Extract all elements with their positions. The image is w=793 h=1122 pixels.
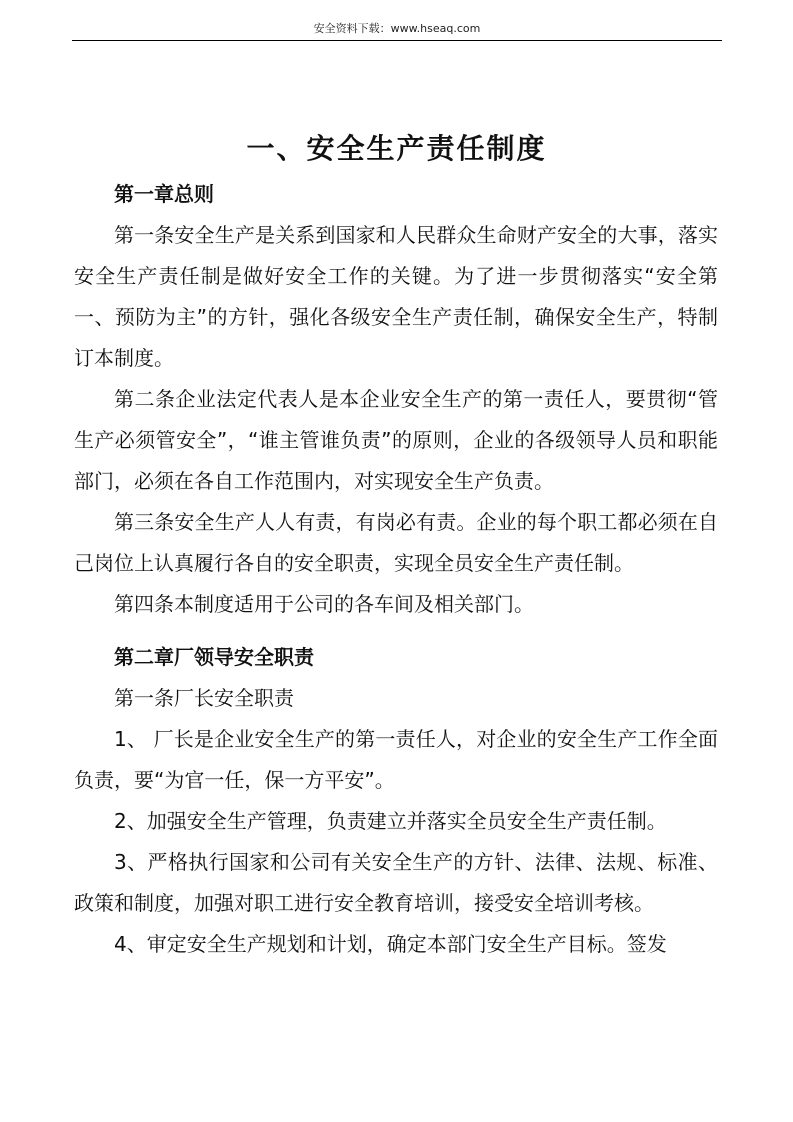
- chapter-2-heading: 第二章厂领导安全职责: [114, 645, 314, 669]
- chapter-2-section-title: 第一条厂长安全职责: [114, 686, 294, 710]
- document-title: 一、安全生产责任制度: [246, 131, 547, 165]
- chapter-1-article-3: 第三条安全生产人人有责，有岗必有责。企业的每个职工都必须在自己岗位上认真履行各自的安全职责，实现全员安全生产责任制。: [74, 510, 718, 575]
- chapter-1-article-4: 第四条本制度适用于公司的各车间及相关部门。: [114, 592, 534, 616]
- page-header: [72, 20, 722, 41]
- chapter-2-item-3: 3、严格执行国家和公司有关安全生产的方针、法律、法规、标准、政策和制度，加强对职工进行安全教育培训，接受安全培训考核。: [74, 850, 718, 915]
- header-text: 安全资料下载：www.hseaq.com: [313, 22, 481, 35]
- chapter-2-item-4: 4、审定安全生产规划和计划，确定本部门安全生产目标。签发: [114, 932, 667, 956]
- chapter-1-article-1: 第一条安全生产是关系到国家和人民群众生命财产安全的大事，落实安全生产责任制是做好安全工作的关键。为了进一步贯彻落实“安全第一、预防为主”的方针，强化各级安全生产责任制，确保安全生产，特制订本制度。: [74, 223, 718, 370]
- document-body: [74, 174, 718, 965]
- chapter-1-article-2: 第二条企业法定代表人是本企业安全生产的第一责任人，要贯彻“管生产必须管安全”，“谁主管谁负责”的原则，企业的各级领导人员和职能部门，必须在各自工作范围内，对实现安全生产负责。: [74, 387, 718, 493]
- chapter-1-heading: 第一章总则: [114, 182, 214, 206]
- chapter-2-item-1: 1、 厂长是企业安全生产的第一责任人，对企业的安全生产工作全面负责，要“为官一任，保一方平安”。: [74, 727, 718, 792]
- chapter-2-item-2: 2、加强安全生产管理，负责建立并落实全员安全生产责任制。: [114, 809, 667, 833]
